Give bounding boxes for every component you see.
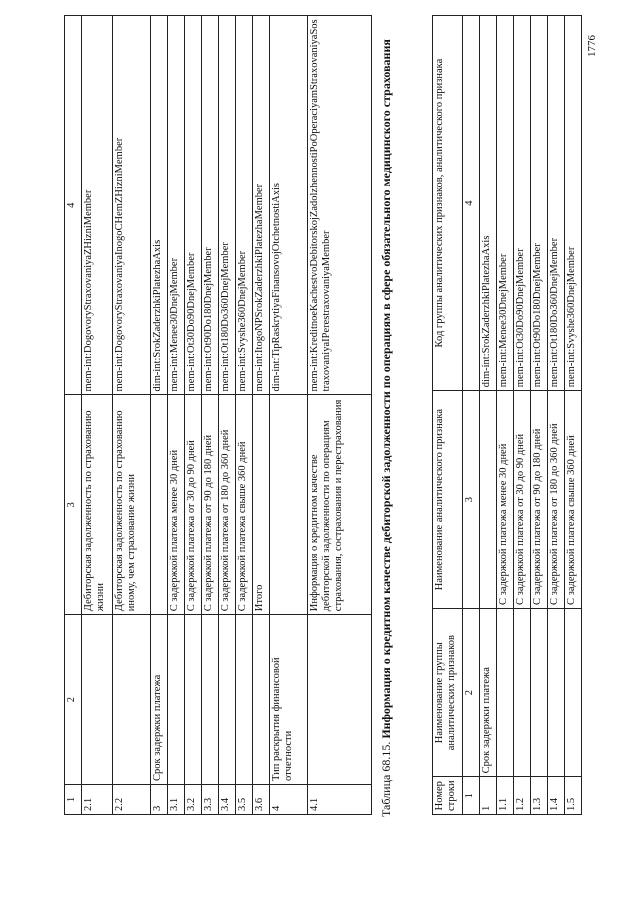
table-cell-col4: mem-int:Ot90Do180DnejMember bbox=[202, 16, 219, 395]
table-cell-col4: mem-int:Menee30DnejMember bbox=[168, 16, 185, 395]
table-cell-col3: 3 bbox=[463, 391, 480, 609]
table-cell-col2 bbox=[168, 615, 185, 785]
table-cell-col1: 2.2 bbox=[113, 785, 151, 815]
table-row bbox=[308, 16, 372, 815]
table-cell-col2: 2 bbox=[463, 608, 480, 776]
header-code: Код группы аналитических признаков, аналитического признака bbox=[433, 16, 463, 391]
table-row bbox=[202, 16, 219, 815]
table-cell-col2: Срок задержки платежа bbox=[151, 615, 168, 785]
table-cell-col1: 3 bbox=[151, 785, 168, 815]
table-cell-col2 bbox=[497, 608, 514, 776]
table-cell-col1: 1.3 bbox=[531, 777, 548, 815]
table-cell-col1: 1 bbox=[65, 785, 82, 815]
table-cell-col2 bbox=[565, 608, 582, 776]
table-top bbox=[64, 15, 372, 815]
table-cell-col4: mem-int:Ot180Do360DnejMember bbox=[219, 16, 236, 395]
table-cell-col2 bbox=[202, 615, 219, 785]
table-row bbox=[113, 16, 151, 815]
table-cell-col2 bbox=[113, 615, 151, 785]
table-cell-col4: mem-int:DogovoryStraxovaniyaZHizniMember bbox=[82, 16, 113, 395]
table-cell-col1: 1 bbox=[480, 777, 497, 815]
table-row bbox=[463, 16, 480, 815]
table-cell-col1: 3.1 bbox=[168, 785, 185, 815]
page-number: 1776 bbox=[586, 35, 598, 57]
table-cell-col3: С задержкой платежа от 90 до 180 дней bbox=[202, 395, 219, 615]
table-cell-col2 bbox=[253, 615, 270, 785]
table-cell-col3 bbox=[151, 395, 168, 615]
table-cell-col3: С задержкой платежа менее 30 дней bbox=[168, 395, 185, 615]
table-cell-col3: Итого bbox=[253, 395, 270, 615]
caption-number: Таблица 68.15. bbox=[379, 741, 393, 817]
table-cell-col1: 1.2 bbox=[514, 777, 531, 815]
table-cell-col2 bbox=[82, 615, 113, 785]
table-row bbox=[168, 16, 185, 815]
header-row-number: Номер строки bbox=[433, 777, 463, 815]
table-cell-col3: С задержкой платежа свыше 360 дней bbox=[236, 395, 253, 615]
table-cell-col3: Информация о кредитном качестве дебиторской задолженности по операциям страхования, сострахования и перестрахования bbox=[308, 395, 372, 615]
table-caption bbox=[378, 17, 394, 817]
table-row bbox=[151, 16, 168, 815]
table-bottom-body bbox=[463, 16, 582, 815]
header-feature-name: Наименование аналитического признака bbox=[433, 391, 463, 609]
table-row bbox=[531, 16, 548, 815]
table-cell-col4: mem-int:Svyshe360DnejMember bbox=[565, 16, 582, 391]
table-cell-col3: С задержкой платежа от 90 до 180 дней bbox=[531, 391, 548, 609]
table-bottom bbox=[432, 15, 582, 815]
table-cell-col2 bbox=[548, 608, 565, 776]
table-cell-col4: mem-int:Ot30Do90DnejMember bbox=[185, 16, 202, 395]
table-row bbox=[185, 16, 202, 815]
table-cell-col1: 3.2 bbox=[185, 785, 202, 815]
table-cell-col4: mem-int:ItogoNPSrokZaderzhkiPlatezhaMember bbox=[253, 16, 270, 395]
table-cell-col3: Дебиторская задолженность по страхованию жизни bbox=[82, 395, 113, 615]
table-row bbox=[270, 16, 308, 815]
table-cell-col2: 2 bbox=[65, 615, 82, 785]
table-cell-col1: 3.3 bbox=[202, 785, 219, 815]
table-cell-col1: 4.1 bbox=[308, 785, 372, 815]
table-cell-col2: Срок задержки платежа bbox=[480, 608, 497, 776]
header-group-name: Наименование группы аналитических признаков bbox=[433, 608, 463, 776]
table-cell-col1: 1.1 bbox=[497, 777, 514, 815]
table-row bbox=[82, 16, 113, 815]
table-cell-col4: mem-int:DogovoryStraxovaniyaInogoCHemZHizniMember bbox=[113, 16, 151, 395]
table-cell-col4: 4 bbox=[65, 16, 82, 395]
table-top-body bbox=[65, 16, 372, 815]
table-cell-col4: 4 bbox=[463, 16, 480, 391]
table-cell-col1: 3.5 bbox=[236, 785, 253, 815]
table-row bbox=[219, 16, 236, 815]
table-cell-col1: 4 bbox=[270, 785, 308, 815]
table-cell-col4: dim-int:SrokZaderzhkiPlatezhaAxis bbox=[151, 16, 168, 395]
table-cell-col1: 1 bbox=[463, 777, 480, 815]
table-cell-col1: 3.6 bbox=[253, 785, 270, 815]
table-row bbox=[253, 16, 270, 815]
table-cell-col3: С задержкой платежа свыше 360 дней bbox=[565, 391, 582, 609]
table-cell-col1: 2.1 bbox=[82, 785, 113, 815]
table-cell-col4: dim-int:TipRaskrytiyaFinansovojOtchetnostiAxis bbox=[270, 16, 308, 395]
table-cell-col2 bbox=[531, 608, 548, 776]
table-row bbox=[565, 16, 582, 815]
table-cell-col3 bbox=[480, 391, 497, 609]
table-cell-col2 bbox=[236, 615, 253, 785]
table-cell-col3: 3 bbox=[65, 395, 82, 615]
table-cell-col3: Дебиторская задолженность по страхованию иному, чем страхование жизни bbox=[113, 395, 151, 615]
table-cell-col4: mem-int:Menee30DnejMember bbox=[497, 16, 514, 391]
table-cell-col2 bbox=[514, 608, 531, 776]
table-cell-col1: 1.5 bbox=[565, 777, 582, 815]
table-cell-col3: С задержкой платежа от 30 до 90 дней bbox=[514, 391, 531, 609]
table-cell-col3: С задержкой платежа от 180 до 360 дней bbox=[219, 395, 236, 615]
table-row bbox=[548, 16, 565, 815]
table-row bbox=[514, 16, 531, 815]
caption-title: Информация о кредитном качестве дебиторской задолженности по операциям в сфере обязательного медицинского страхования bbox=[379, 39, 393, 739]
table-row bbox=[480, 16, 497, 815]
table-row bbox=[65, 16, 82, 815]
table-cell-col4: mem-int:Ot90Do180DnejMember bbox=[531, 16, 548, 391]
table-cell-col2 bbox=[185, 615, 202, 785]
table-cell-col4: mem-int:Svyshe360DnejMember bbox=[236, 16, 253, 395]
table-cell-col3: С задержкой платежа менее 30 дней bbox=[497, 391, 514, 609]
table-cell-col3 bbox=[270, 395, 308, 615]
table-cell-col1: 1.4 bbox=[548, 777, 565, 815]
table-cell-col3: С задержкой платежа от 180 до 360 дней bbox=[548, 391, 565, 609]
table-cell-col2: Тип раскрытия финансовой отчетности bbox=[270, 615, 308, 785]
table-cell-col2 bbox=[308, 615, 372, 785]
table-header-row bbox=[433, 16, 463, 815]
table-cell-col4: mem-int:Ot30Do90DnejMember bbox=[514, 16, 531, 391]
table-cell-col4: mem-int:KreditnoeKachestvoDebitorskojZadolzhennostiPoOperaciyamStraxovaniyaSostraxovaniyaIPerestraxovaniyaMember bbox=[308, 16, 372, 395]
table-row bbox=[236, 16, 253, 815]
table-cell-col1: 3.4 bbox=[219, 785, 236, 815]
table-cell-col3: С задержкой платежа от 30 до 90 дней bbox=[185, 395, 202, 615]
table-row bbox=[497, 16, 514, 815]
table-cell-col4: dim-int:SrokZaderzhkiPlatezhaAxis bbox=[480, 16, 497, 391]
table-cell-col2 bbox=[219, 615, 236, 785]
table-cell-col4: mem-int:Ot180Do360DnejMember bbox=[548, 16, 565, 391]
